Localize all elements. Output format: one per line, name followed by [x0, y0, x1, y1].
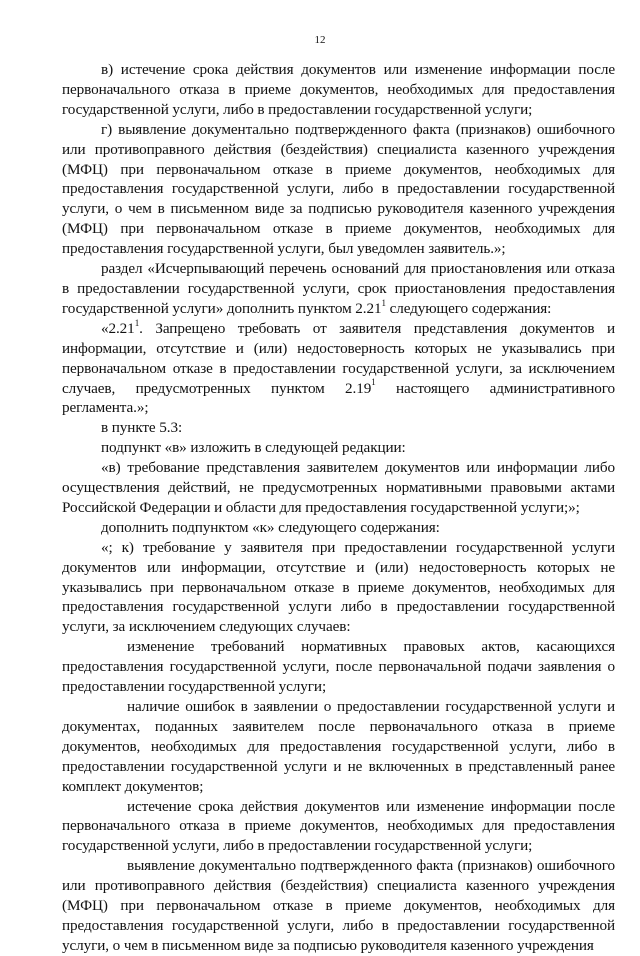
- superscript: 1: [371, 377, 376, 388]
- paragraph: [62, 697, 615, 797]
- paragraph: [62, 418, 615, 438]
- paragraph: [62, 518, 615, 538]
- paragraph: [62, 259, 615, 319]
- paragraph: [62, 538, 615, 638]
- paragraph-text: изменение требований нормативных правовых актов, касающихся предоставления государственной услуги, после первоначальной подачи заявления о предоставлении государственной услуги;: [62, 638, 615, 696]
- paragraph: [62, 60, 615, 120]
- paragraph-text: г) выявление документально подтвержденного факта (признаков) ошибочного или противоправного действия (бездействия) специалиста казенного учреждения (МФЦ) при первоначальном отказе в приеме документов, необходимых для предоставления государственной услуги, либо в предоставлении государственной услуги, о чем в письменном виде за подписью руководителя казенного учреждения (МФЦ) при первоначальном отказе в приеме документов, необходимых для предоставления государственной услуги, был уведомлен заявитель.»;: [62, 120, 615, 258]
- paragraph-text: выявление документально подтвержденного факта (признаков) ошибочного или противоправного действия (бездействия) специалиста казенного учреждения (МФЦ) при первоначальном отказе в приеме документов, необходимых для предоставления государственной услуги, либо в предоставлении государственной услуги, о чем в письменном виде за подписью руководителя казенного учреждения: [62, 857, 615, 954]
- paragraph: [62, 438, 615, 458]
- superscript: 1: [381, 297, 386, 308]
- paragraph-text: наличие ошибок в заявлении о предоставлении государственной услуги и документах, поданных заявителем после первоначального отказа в приеме документов, необходимых для предоставления государственной услуги, либо в предоставлении государственной услуги и не включенных в представленный ранее комплект документов;: [62, 698, 615, 795]
- paragraph: [62, 856, 615, 956]
- paragraph: [62, 120, 615, 259]
- paragraph-text: следующего содержания:: [385, 299, 552, 317]
- paragraph: [62, 797, 615, 857]
- paragraph-text: «2.21: [101, 319, 135, 337]
- paragraph-text: настоящего административного регламента.»;: [62, 379, 615, 417]
- paragraph-text: «в) требование представления заявителем документов или информации либо осуществления действий, не предусмотренных нормативными правовыми актами Российской Федерации и области для предоставления государственной услуги;»;: [62, 459, 615, 516]
- paragraph-text: в) истечение срока действия документов или изменение информации после первоначального отказа в приеме документов, необходимых для предоставления государственной услуги, либо в предоставлении государственной услуги;: [62, 61, 615, 118]
- paragraph-text: дополнить подпунктом «к» следующего содержания:: [101, 518, 440, 536]
- paragraph-text: подпункт «в» изложить в следующей редакции:: [101, 439, 406, 457]
- paragraph-text: . Запрещено требовать от заявителя представления документов и информации, отсутствие и (или) недостоверность которых не указывались при первоначальном отказе в предоставлении государственной услуги, за исключением случаев, предусмотренных пунктом 2.19: [62, 319, 615, 397]
- page-number: 12: [314, 34, 326, 46]
- paragraph: [62, 458, 615, 518]
- paragraph-text: истечение срока действия документов или изменение информации после первоначального отказа в приеме документов, необходимых для предоставления государственной услуги, либо в предоставлении государственной услуги;: [62, 797, 615, 855]
- paragraph-text: «; к) требование у заявителя при предоставлении государственной услуги документов или информации, отсутствие и (или) недостоверность которых не указывались при первоначальном отказе в приеме документов, необходимых для предоставления государственной услуги либо в предоставлении государственной услуги, за исключением следующих случаев:: [62, 538, 615, 636]
- superscript: 1: [134, 317, 140, 328]
- paragraph: [62, 637, 615, 697]
- document-body: [62, 60, 615, 956]
- paragraph: [62, 319, 615, 419]
- paragraph-text: раздел «Исчерпывающий перечень оснований для приостановления или отказа в предоставлении государственной услуги, срок приостановления предоставления государственной услуги» дополнить пунктом 2.21: [62, 260, 615, 317]
- paragraph-text: в пункте 5.3:: [101, 419, 183, 437]
